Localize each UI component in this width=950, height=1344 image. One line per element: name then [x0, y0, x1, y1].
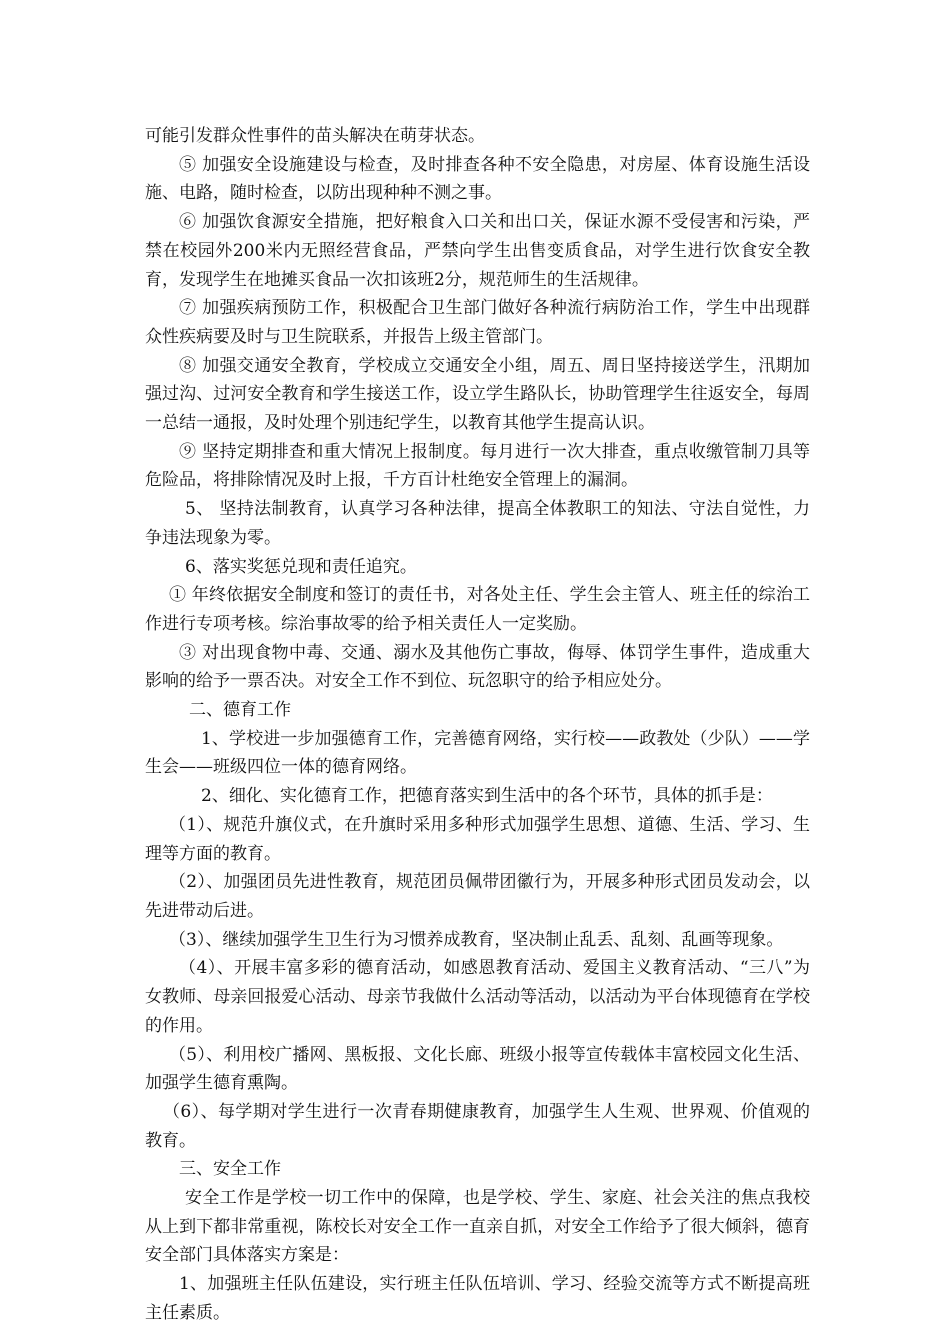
paragraph-safety-intro: 安全工作是学校一切工作中的保障，也是学校、学生、家庭、社会关注的焦点我校从上到下都非常重视，陈校长对安全工作一直亲自抓，对安全工作给予了很大倾斜，德育安全部门具体落实方案是：: [145, 1188, 810, 1266]
paragraph-item-8-traffic: ⑧ 加强交通安全教育，学校成立交通安全小组，周五、周日坚持接送学生，汛期加强过沟、过河安全教育和学生接送工作，设立学生路队长，协助管理学生往返安全，每周一总结一通报，及时处理个别违纪学生，以教育其他学生提高认识。: [145, 355, 810, 434]
section-heading-safety: 三、安全工作: [179, 1159, 281, 1180]
paragraph-moral-sub-1: （1）、规范升旗仪式，在升旗时采用多种形式加强学生思想、道德、生活、学习、生理等方面的教育。: [145, 814, 810, 864]
paragraph-moral-sub-6: （6）、每学期对学生进行一次青春期健康教育，加强学生人生观、世界观、价值观的教育。: [145, 1101, 810, 1151]
paragraph-item-6-food: ⑥ 加强饮食源安全措施，把好粮食入口关和出口关，保证水源不受侵害和污染，严禁在校园外200米内无照经营食品，严禁向学生出售变质食品，对学生进行饮食安全教育，发现学生在地摊买食品一次扣该班2分，规范师生的生活规律。: [145, 212, 810, 290]
paragraph-moral-sub-3: （3）、继续加强学生卫生行为习惯养成教育，坚决制止乱丢、乱刻、乱画等现象。: [169, 929, 784, 950]
paragraph-moral-1: 1、学校进一步加强德育工作，完善德育网络，实行校——政教处（少队）——学生会——班级四位一体的德育网络。: [145, 728, 810, 778]
paragraph-moral-2: 2、细化、实化德育工作，把德育落实到生活中的各个环节，具体的抓手是：: [201, 786, 773, 807]
paragraph-safety-1: 1、加强班主任队伍建设，实行班主任队伍培训、学习、经验交流等方式不断提高班主任素质。: [145, 1274, 810, 1323]
paragraph-item-7-disease: ⑦ 加强疾病预防工作，积极配合卫生部门做好各种流行病防治工作，学生中出现群众性疾病要及时与卫生院联系，并报告上级主管部门。: [145, 298, 810, 347]
paragraph-item-5-facilities: ⑤ 加强安全设施建设与检查，及时排查各种不安全隐患，对房屋、体育设施生活设施、电路，随时检查，以防出现种种不测之事。: [145, 154, 810, 204]
paragraph-continuation: 可能引发群众性事件的苗头解决在萌芽状态。: [145, 126, 485, 146]
paragraph-5-legal: 5、 坚持法制教育，认真学习各种法律，提高全体教职工的知法、守法自觉性，力争违法现象为零。: [145, 499, 810, 548]
paragraph-6-rewards: 6、落实奖惩兑现和责任追究。: [185, 556, 417, 577]
section-heading-moral: 二、德育工作: [189, 700, 291, 721]
paragraph-rewards-1: ① 年终依据安全制度和签订的责任书，对各处主任、学生会主管人、班主任的综治工作进行专项考核。综治事故零的给予相关责任人一定奖励。: [145, 585, 810, 634]
paragraph-rewards-3: ③ 对出现食物中毒、交通、溺水及其他伤亡事故，侮辱、体罚学生事件，造成重大影响的给予一票否决。对安全工作不到位、玩忽职守的给予相应处分。: [145, 642, 810, 692]
paragraph-moral-sub-2: （2）、加强团员先进性教育，规范团员佩带团徽行为，开展多种形式团员发动会，以先进带动后进。: [145, 872, 810, 921]
paragraph-item-9-inspection: ⑨ 坚持定期排查和重大情况上报制度。每月进行一次大排查，重点收缴管制刀具等危险品，将排除情况及时上报，千方百计杜绝安全管理上的漏洞。: [145, 441, 810, 491]
paragraph-moral-sub-4: （4）、开展丰富多彩的德育活动，如感恩教育活动、爱国主义教育活动、“三八”为女教师、母亲回报爱心活动、母亲节我做什么活动等活动，以活动为平台体现德育在学校的作用。: [145, 958, 810, 1036]
paragraph-moral-sub-5: （5）、利用校广播网、黑板报、文化长廊、班级小报等宣传载体丰富校园文化生活、加强学生德育熏陶。: [145, 1044, 810, 1094]
document-body: [145, 122, 810, 1328]
